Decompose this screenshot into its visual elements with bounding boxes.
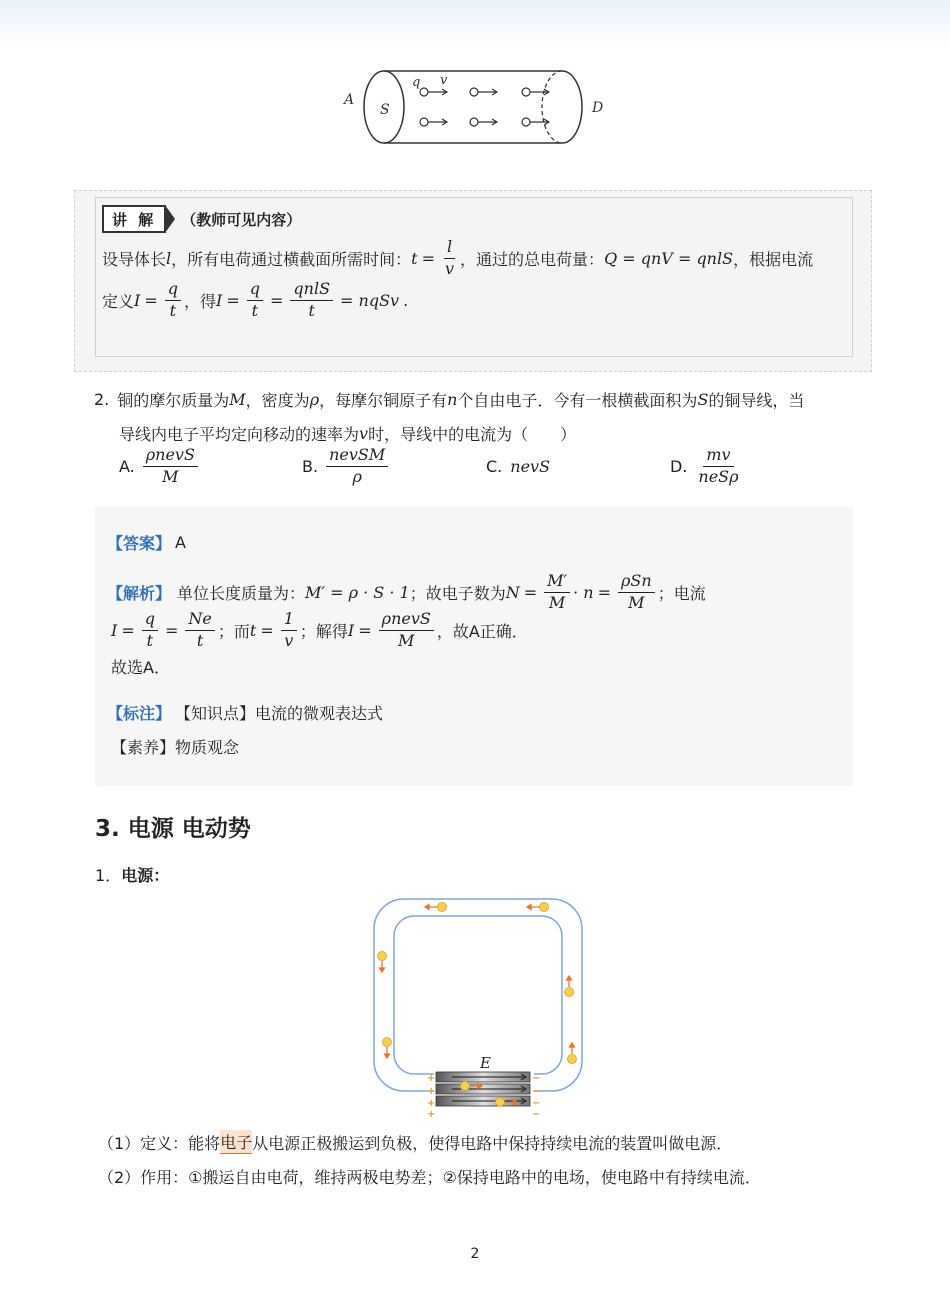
option-d[interactable] (670, 444, 745, 488)
text: 设导体长 (102, 249, 167, 269)
equals: = (144, 290, 158, 310)
badge-arrow-icon (165, 205, 175, 233)
text: ，根据电流 (733, 249, 814, 269)
math-rho: ρ (309, 389, 320, 409)
subsection-title: 电源： (121, 865, 170, 885)
teacher-box (74, 190, 872, 372)
text: （1）定义：能将 (98, 1133, 221, 1153)
equals: = (597, 582, 612, 602)
explanation-badge (102, 206, 301, 232)
option-a[interactable] (119, 444, 201, 488)
option-fraction: $\frac{mv}{\text{neSρ}}$ (698, 445, 739, 486)
teacher-line-2 (102, 280, 408, 320)
fraction: $\frac{\text{ρnevS}}{M}$ (379, 610, 434, 650)
label-v: v (440, 73, 448, 88)
option-letter: C. (486, 456, 503, 476)
svg-text:+: + (427, 1073, 436, 1084)
definition-line (98, 1130, 732, 1154)
option-letter: D. (670, 456, 688, 476)
fraction: $\frac{Ne}{t}$ (185, 610, 214, 650)
fraction: $\frac{l}{v}$ (445, 237, 455, 278)
subsection-number: 1． (95, 865, 122, 885)
circuit-figure (372, 896, 586, 1120)
analysis-label: 【解析】 (107, 583, 172, 603)
equals: = (270, 290, 284, 310)
answer-value: A (175, 532, 186, 552)
analysis-line-2 (111, 608, 528, 652)
subsection-heading (95, 862, 169, 886)
role-line (98, 1164, 761, 1188)
charge-particles (420, 88, 549, 126)
math-result: = nqSv (340, 290, 400, 310)
math-i: I (111, 620, 118, 640)
option-c[interactable] (486, 444, 550, 488)
highlighted-term[interactable]: 电子 (220, 1130, 252, 1154)
svg-text:−: − (532, 1109, 541, 1120)
fraction: $\frac{M'}{M}$ (544, 572, 570, 612)
teacher-line-1 (102, 238, 813, 278)
answer-box (95, 506, 853, 786)
text: 铜的摩尔质量为 (117, 390, 230, 410)
text: 时，导线中的电流为（ ） (368, 424, 577, 444)
label-s: S (380, 102, 390, 118)
text: ；而 (217, 621, 250, 641)
math-v: v (359, 423, 369, 443)
math-i: I (134, 290, 141, 310)
math-t: t (411, 248, 418, 268)
text: ，密度为 (245, 390, 310, 410)
text: 故选A． (111, 657, 170, 677)
explanation-tag: 讲 解 (102, 205, 166, 233)
question-2-line-2 (119, 420, 576, 446)
option-letter: B. (302, 456, 319, 476)
math-t: t (249, 620, 257, 640)
svg-text:+: + (427, 1109, 436, 1120)
option-letter: A. (119, 456, 135, 476)
svg-text:−: − (532, 1098, 541, 1109)
tag-value: 【知识点】电流的微观表达式 (175, 703, 384, 723)
label-d: D (592, 100, 604, 116)
text: ，每摩尔铜原子有 (319, 390, 448, 410)
fraction: $\frac{q}{t}$ (165, 280, 181, 320)
literacy-line (111, 734, 239, 758)
analysis-line-3 (111, 654, 170, 678)
equals: = (523, 582, 538, 602)
emf-label: E (480, 1054, 491, 1072)
text: 单位长度质量为： (177, 583, 306, 603)
conductor-figure (340, 64, 620, 150)
label-a: A (344, 92, 355, 108)
text: 个自由电子．今有一根横截面积为 (457, 390, 698, 410)
text: 从电源正极搬运到负极，使得电路中保持持续电流的装置叫做电源． (252, 1133, 733, 1153)
option-expr: nevS (510, 456, 551, 476)
fraction: $\frac{1}{v}$ (281, 610, 297, 650)
fraction: $\frac{\text{ρSn}}{M}$ (618, 572, 655, 612)
text: . (403, 290, 409, 310)
question-number: 2. (94, 389, 110, 409)
text: ，所有电荷通过横截面所需时间： (171, 249, 412, 269)
svg-text:−: − (532, 1086, 541, 1097)
text: ，得 (184, 291, 217, 311)
tag-label: 【标注】 (107, 703, 172, 723)
option-b[interactable] (302, 444, 391, 488)
fraction: $\frac{q}{t}$ (142, 610, 158, 650)
text: ；电流 (657, 583, 706, 603)
math-s: S (697, 389, 709, 409)
svg-text:+: + (427, 1098, 436, 1109)
equals: = (226, 290, 240, 310)
math-i: I (347, 620, 355, 640)
math-m: M (229, 389, 246, 409)
option-fraction: $\frac{\text{nevSM}}{\rho}$ (326, 446, 388, 486)
text: 定义 (102, 291, 135, 311)
section-title: 3. 电源 电动势 (95, 816, 251, 842)
svg-text:+: + (427, 1086, 436, 1097)
tag-line (107, 700, 383, 724)
equals: = (358, 620, 372, 640)
text: ，通过的总电荷量： (460, 249, 605, 269)
math-n: N (505, 582, 520, 602)
option-fraction: $\frac{\text{ρnevS}}{M}$ (143, 446, 198, 486)
math-i: I (216, 290, 223, 310)
text: ；解得 (299, 621, 348, 641)
equals: = (121, 620, 135, 640)
math-eq: M′ = ρ · S · 1 (305, 582, 410, 602)
header-band (0, 0, 950, 46)
fraction: $\frac{q}{t}$ (247, 280, 263, 320)
equals: = (260, 620, 274, 640)
text: （2）作用：①搬运自由电荷，维持两极电势差；②保持电路中的电场，使电路中有持续电流． (98, 1167, 761, 1187)
answer-line (107, 530, 186, 554)
svg-text:−: − (532, 1073, 541, 1084)
text: 导线内电子平均定向移动的速率为 (119, 424, 360, 444)
teacher-inner (95, 197, 853, 357)
label-q: q (412, 75, 421, 90)
equals: = (164, 620, 179, 640)
text: 的铜导线，当 (708, 390, 805, 410)
text: ；故电子数为 (409, 583, 506, 603)
math-eq: Q = qnV = qnlS (604, 248, 734, 268)
math-n: n (447, 389, 458, 409)
question-2-line-1 (94, 386, 804, 412)
text: ，故A正确． (436, 621, 528, 641)
equals: = (421, 248, 435, 268)
literacy: 【素养】物质观念 (111, 737, 240, 757)
math-l: l (166, 248, 172, 268)
fraction: $\frac{\text{qnlS}}{t}$ (290, 280, 333, 320)
answer-label: 【答案】 (107, 533, 172, 553)
page-number: 2 (470, 1246, 480, 1262)
math-dot-n: · n (573, 582, 594, 602)
teacher-note: （教师可见内容） (181, 210, 302, 229)
